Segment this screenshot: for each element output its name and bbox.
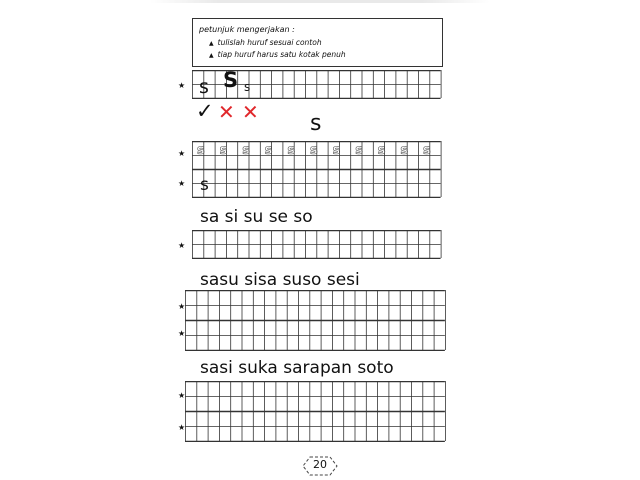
star-icon: ★: [178, 179, 186, 188]
star-icon: ★: [178, 329, 186, 338]
cross-icon: ✕: [218, 100, 235, 124]
dotted-trace-letter: s: [355, 143, 363, 158]
check-icon: ✓: [196, 99, 214, 123]
section-2-words: sasu sisa suso sesi: [200, 270, 360, 290]
letter-header: s: [310, 111, 322, 136]
instruction-item-text: tulislah huruf sesuai contoh: [217, 38, 322, 47]
copy-first-letter: s: [200, 175, 209, 195]
dotted-trace-letter: s: [310, 143, 318, 158]
dotted-trace-letter: s: [264, 143, 273, 158]
instruction-item: [209, 38, 322, 47]
dotted-trace-letter: s: [423, 143, 431, 158]
writing-grid-3: [185, 381, 446, 442]
top-edge: [150, 0, 490, 3]
example-letter: S: [223, 68, 239, 92]
page-number-text: 20: [313, 458, 327, 471]
dotted-trace-letter: s: [242, 143, 250, 158]
writing-grid-1: [192, 230, 442, 259]
dotted-trace-letter: s: [287, 143, 296, 158]
example-letter: s: [199, 76, 209, 98]
star-icon: ★: [178, 81, 186, 90]
page-number: [302, 456, 338, 476]
cross-icon: ✕: [242, 100, 259, 124]
star-icon: ★: [178, 149, 186, 158]
instruction-title: petunjuk mengerjakan :: [199, 25, 295, 34]
dotted-trace-letter: s: [197, 143, 205, 158]
dotted-trace-letter: s: [377, 143, 386, 158]
star-icon: ★: [178, 241, 186, 250]
triangle-bullet-icon: ▲: [209, 40, 214, 47]
star-icon: ★: [178, 423, 186, 432]
dotted-trace-letter: s: [219, 143, 228, 158]
star-icon: ★: [178, 302, 186, 311]
instruction-item: [209, 50, 346, 59]
dotted-trace-letter: s: [332, 143, 341, 158]
triangle-bullet-icon: ▲: [209, 52, 214, 59]
instruction-box: [192, 18, 443, 67]
instruction-item-text: tiap huruf harus satu kotak penuh: [217, 50, 346, 59]
writing-grid-2: [185, 290, 446, 351]
dotted-trace-letter: s: [400, 143, 409, 158]
section-3-words: sasi suka sarapan soto: [200, 358, 394, 378]
section-1-words: sa si su se so: [200, 207, 313, 227]
example-letter: s: [244, 80, 251, 94]
star-icon: ★: [178, 391, 186, 400]
